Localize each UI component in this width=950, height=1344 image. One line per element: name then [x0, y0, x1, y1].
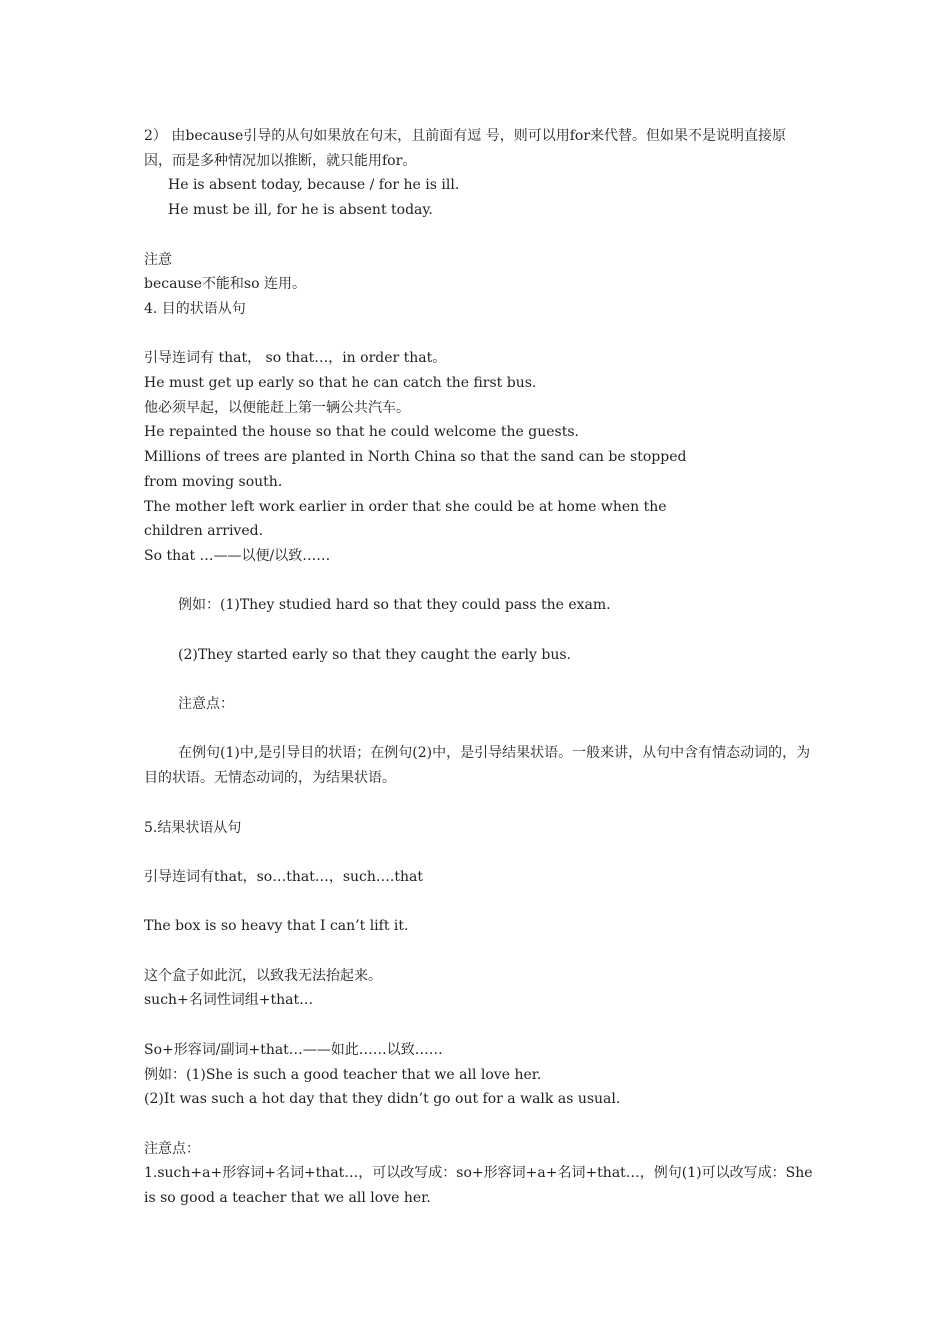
note-heading: 注意点：: [178, 696, 234, 713]
example-sentence: The box is so heavy that I can’t lift it.: [144, 918, 409, 935]
document-page: [144, 124, 814, 1211]
example-sentence: He must get up early so that he can catch the first bus.: [144, 375, 537, 391]
example-sentence: He must be ill, for he is absent today.: [168, 202, 433, 219]
example-sentence: Millions of trees are planted in North China so that the sand can be stopped: [144, 449, 687, 466]
spacer: [144, 840, 814, 865]
example-sentence: He is absent today, because / for he is ill.: [168, 177, 460, 194]
example-translation: 他必须早起，以便能赶上第一辆公共汽车。: [144, 399, 410, 416]
example-sentence: (2)They started early so that they caught the early bus.: [178, 646, 571, 663]
spacer: [144, 569, 814, 594]
example-sentence: The mother left work earlier in order that she could be at home when the: [144, 498, 667, 515]
example-sentence: (2)It was such a hot day that they didn’t go out for a walk as usual.: [144, 1091, 621, 1108]
conjunction-intro: 引导连词有that，so…that…，such….that: [144, 868, 423, 885]
spacer: [144, 1112, 814, 1137]
so-that-definition: So that …——以便/以致……: [144, 547, 331, 564]
spacer: [144, 618, 814, 643]
note-paragraph: 1.such+a+形容词+名词+that…，可以改写成：so+形容词+a+名词+that…，例句(1)可以改写成：She is so good a teacher that we all love her.: [144, 1165, 813, 1207]
example-sentence-continued: from moving south.: [144, 473, 283, 490]
section-heading-result-clause: 5.结果状语从句: [144, 819, 242, 836]
spacer: [144, 717, 814, 742]
so-pattern: So+形容词/副词+that…——如此……以致……: [144, 1041, 443, 1058]
such-pattern: such+名词性词组+that…: [144, 992, 314, 1009]
note-paragraph: 在例句(1)中,是引导目的状语；在例句(2)中，是引导结果状语。一般来讲，从句中含有情态动词的，为目的状语。无情态动词的，为结果状语。: [144, 745, 811, 787]
example-sentence: He repainted the house so that he could welcome the guests.: [144, 424, 579, 441]
note-heading: 注意点：: [144, 1140, 200, 1157]
spacer: [144, 890, 814, 915]
spacer: [144, 939, 814, 964]
example-translation: 这个盒子如此沉，以致我无法抬起来。: [144, 967, 382, 984]
example-sentence: 例如：(1)They studied hard so that they could pass the exam.: [178, 597, 611, 614]
note-heading: 注意: [144, 251, 172, 268]
conjunction-intro: 引导连词有 that， so that…，in order that。: [144, 350, 447, 367]
spacer: [144, 322, 814, 347]
spacer: [144, 667, 814, 692]
spacer: [144, 791, 814, 816]
paragraph-because-for: 2） 由because引导的从句如果放在句末，且前面有逗 号，则可以用for来代替。但如果不是说明直接原因，而是多种情况加以推断，就只能用for。: [144, 128, 787, 169]
section-heading-purpose-clause: 4. 目的状语从句: [144, 300, 246, 317]
example-sentence: 例如：(1)She is such a good teacher that we all love her.: [144, 1066, 542, 1083]
spacer: [144, 223, 814, 248]
note-text: because不能和so 连用。: [144, 276, 306, 293]
example-sentence-continued: children arrived.: [144, 523, 264, 540]
spacer: [144, 1013, 814, 1038]
